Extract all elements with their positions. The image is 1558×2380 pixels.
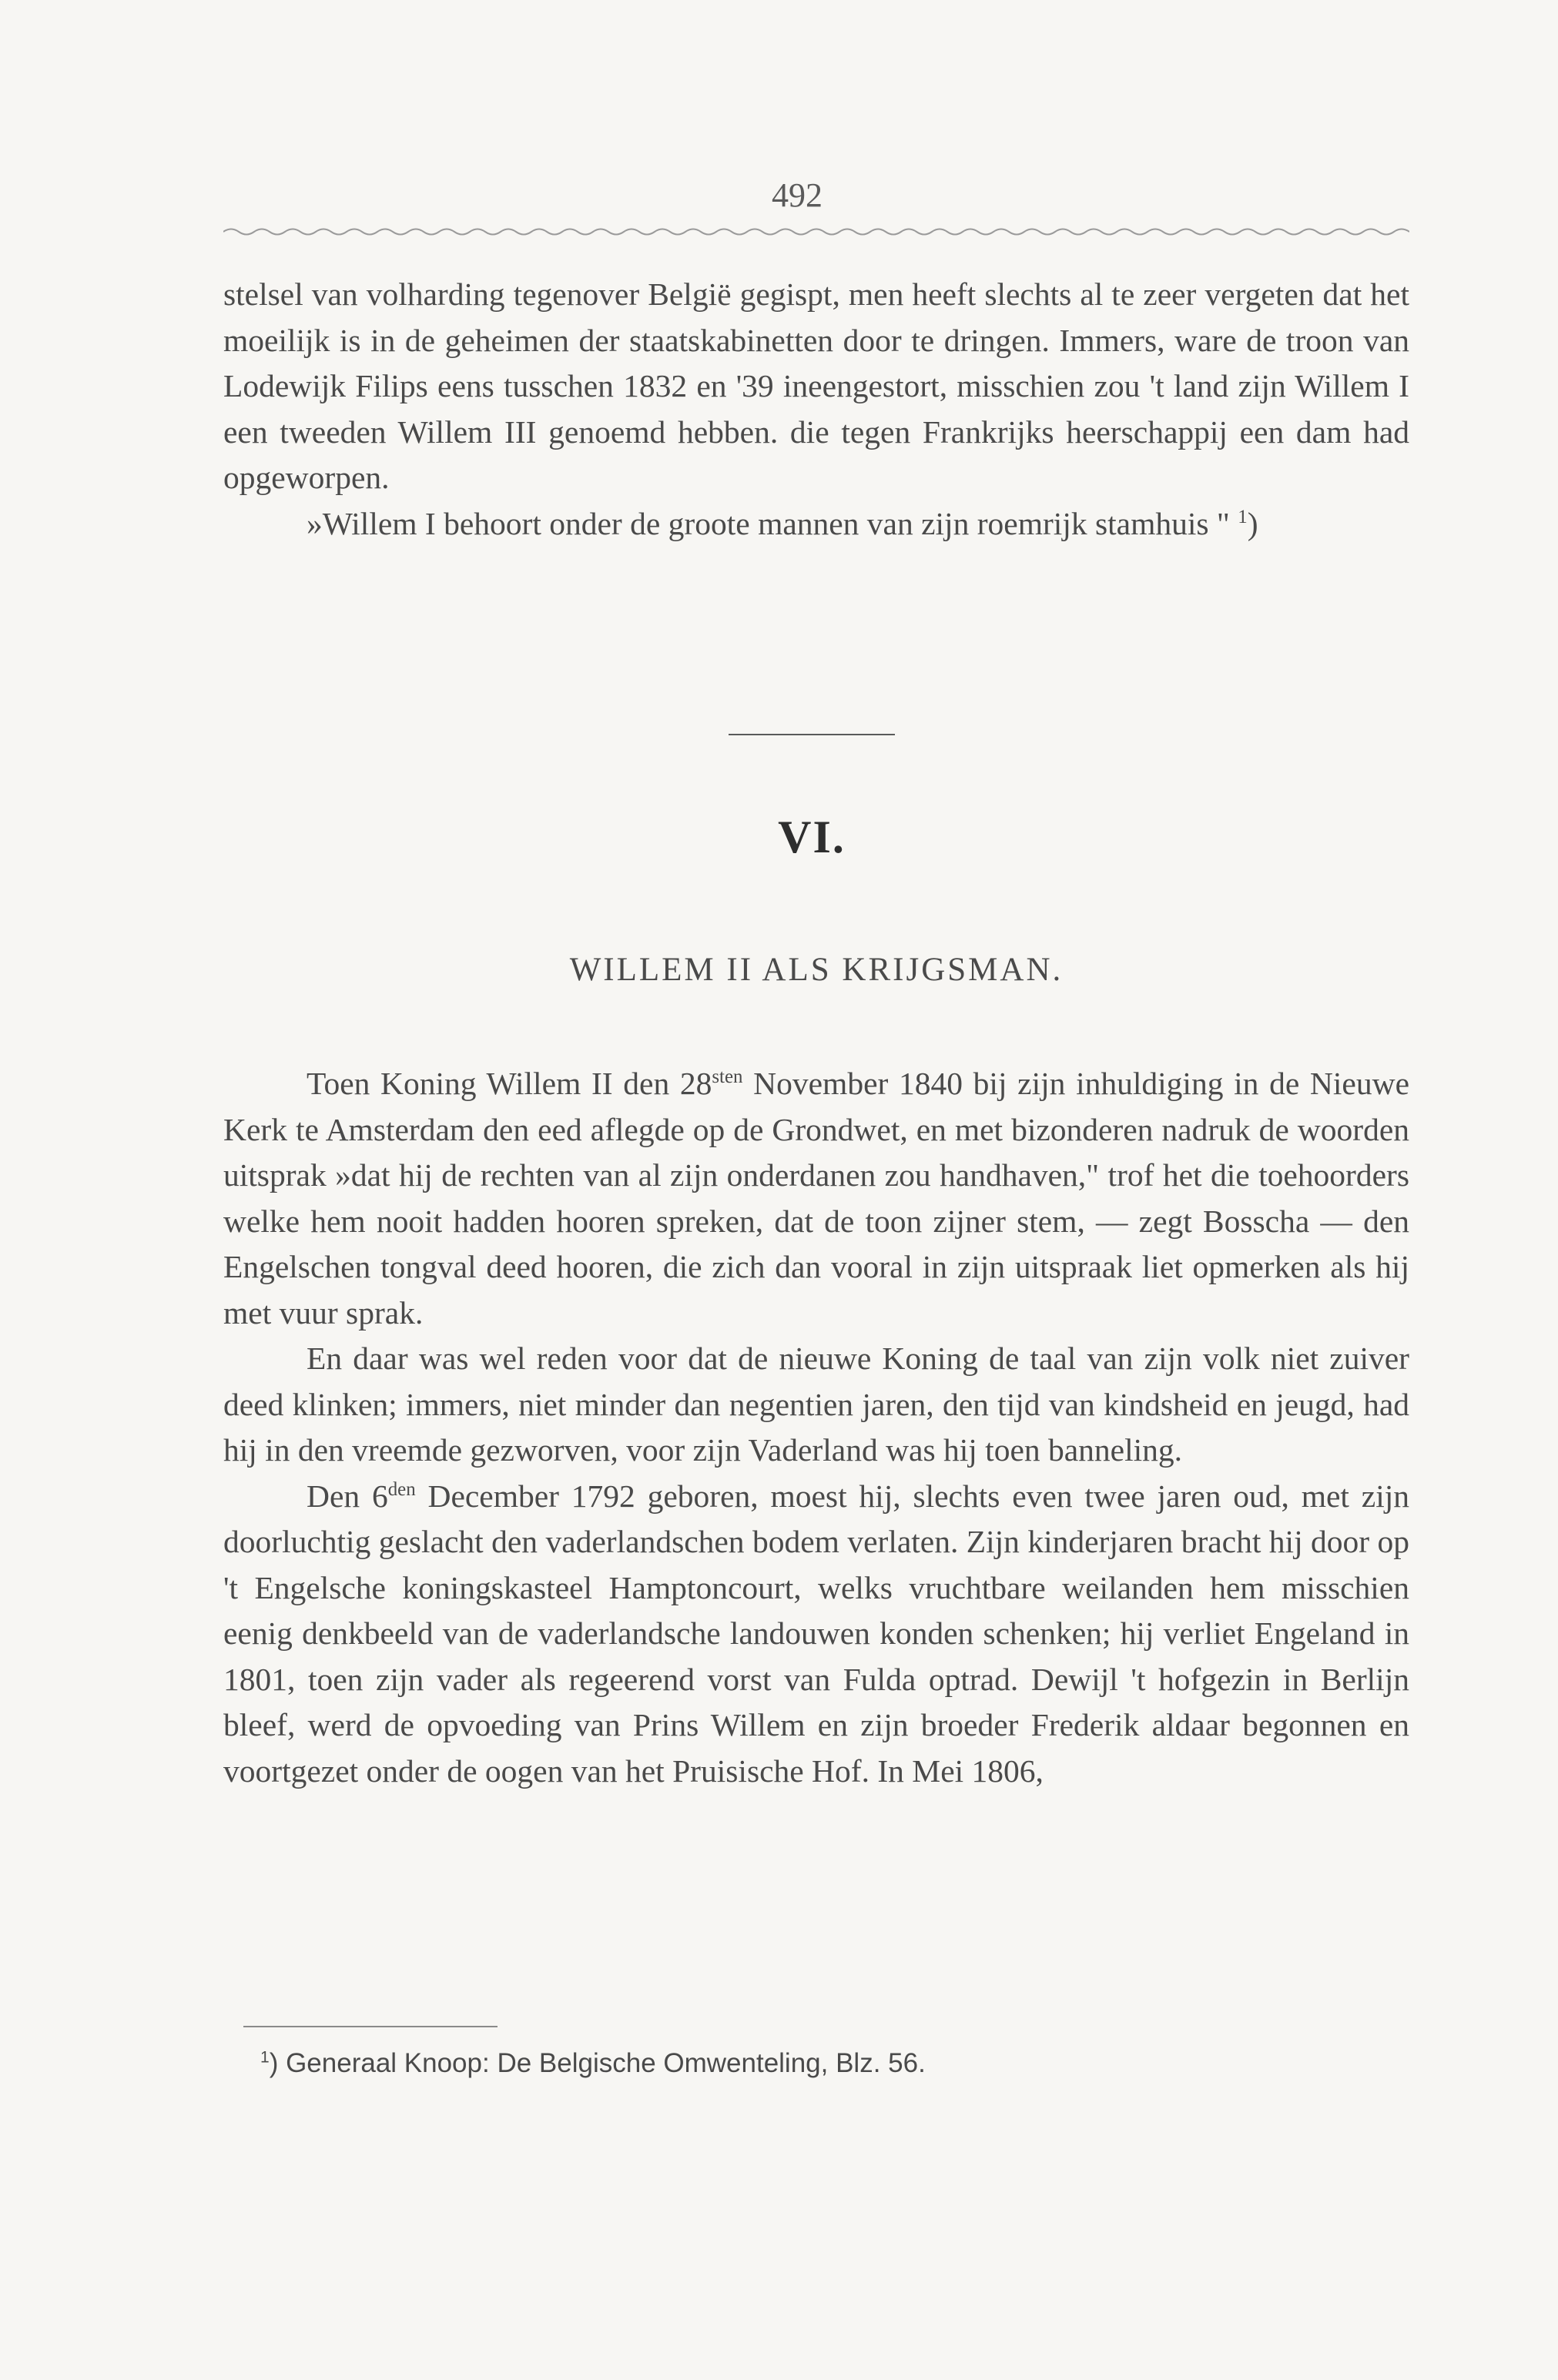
text-block-main xyxy=(223,1061,1409,1794)
footnote: $^1$) Generaal Knoop: De Belgische Omwenteling, Blz. 56. xyxy=(260,2048,926,2078)
paragraph-continuation: stelsel van volharding tegenover België gegispt, men heeft slechts al te zeer vergeten dat het moeilijk is in de geheimen der staatskabinetten door te dringen. Immers, ware de troon van Lodewijk Filips eens tusschen 1832 en '39 ineengestort, misschien zou 't land zijn Willem I een tweeden Willem III genoemd hebben. die tegen Frankrijks heerschappij een dam had opgeworpen. xyxy=(223,276,1409,495)
section-title: WILLEM II ALS KRIJGSMAN. xyxy=(569,952,1064,988)
paragraph-1 xyxy=(223,1061,1409,1336)
section-separator xyxy=(729,734,895,735)
text-block-top xyxy=(223,272,1409,547)
quote-paragraph: »Willem I behoort onder de groote mannen van zijn roemrijk stamhuis " $^1$) xyxy=(307,505,1258,541)
section-number: VI. xyxy=(778,812,846,862)
quote-text: »Willem I behoort onder de groote mannen van zijn roemrijk stamhuis " xyxy=(307,505,1230,541)
paragraph-3-text-a: Den 6 xyxy=(307,1478,388,1514)
paragraph-1-text-a: Toen Koning Willem II den 28 xyxy=(307,1066,712,1101)
page-number: 492 xyxy=(772,176,823,214)
paragraph-3-text-b: December 1792 geboren, moest hij, slechts even twee jaren oud, met zijn doorluchtig geslacht den vaderlandschen bodem verlaten. Zijn kinderjaren bracht hij door op 't Engelsche koningskasteel Hamptoncourt, welks vruchtbare weilanden hem misschien eenig denkbeeld van de vaderlandsche landouwen konden schenken; hij verliet Engeland in 1801, toen zijn vader als regeerend vorst van Fulda optrad. Dewijl 't hofgezin in Berlijn bleef, werd de opvoeding van Prins Willem en zijn broeder Frederik aldaar begonnen en voortgezet onder de oogen van het Pruisische Hof. In Mei 1806, xyxy=(223,1478,1410,1789)
paragraph-2: En daar was wel reden voor dat de nieuwe Koning de taal van zijn volk niet zuiver deed klinken; immers, niet minder dan negentien jaren, den tijd van kindsheid en jeugd, had hij in den vreemde gezworven, voor zijn Vaderland was hij toen banneling. xyxy=(223,1341,1409,1468)
footnote-separator xyxy=(243,2026,498,2027)
ordinal-superscript: sten xyxy=(712,1066,743,1088)
paragraph-1-text-b: November 1840 bij zijn inhuldiging in de Nieuwe Kerk te Amsterdam den eed aflegde op de Grondwet, en met bizonderen nadruk de woorden uitsprak »dat hij de rechten van al zijn onderdanen zou handhaven," trof het die toehoorders welke hem nooit hadden hooren spreken, dat de toon zijner stem, — zegt Bosscha — den Engelschen tongval deed hooren, die zich dan vooral in zijn uitspraak liet opmerken als hij met vuur sprak. xyxy=(223,1066,1409,1331)
footnote-text: Generaal Knoop: De Belgische Omwenteling, Blz. 56. xyxy=(286,2048,926,2078)
footnote-ref: 1 xyxy=(1238,506,1248,527)
header-ornament-rule xyxy=(223,225,1409,239)
ordinal-superscript: den xyxy=(387,1478,416,1500)
paragraph-3 xyxy=(223,1474,1409,1795)
footnote-marker: 1 xyxy=(260,2048,270,2067)
